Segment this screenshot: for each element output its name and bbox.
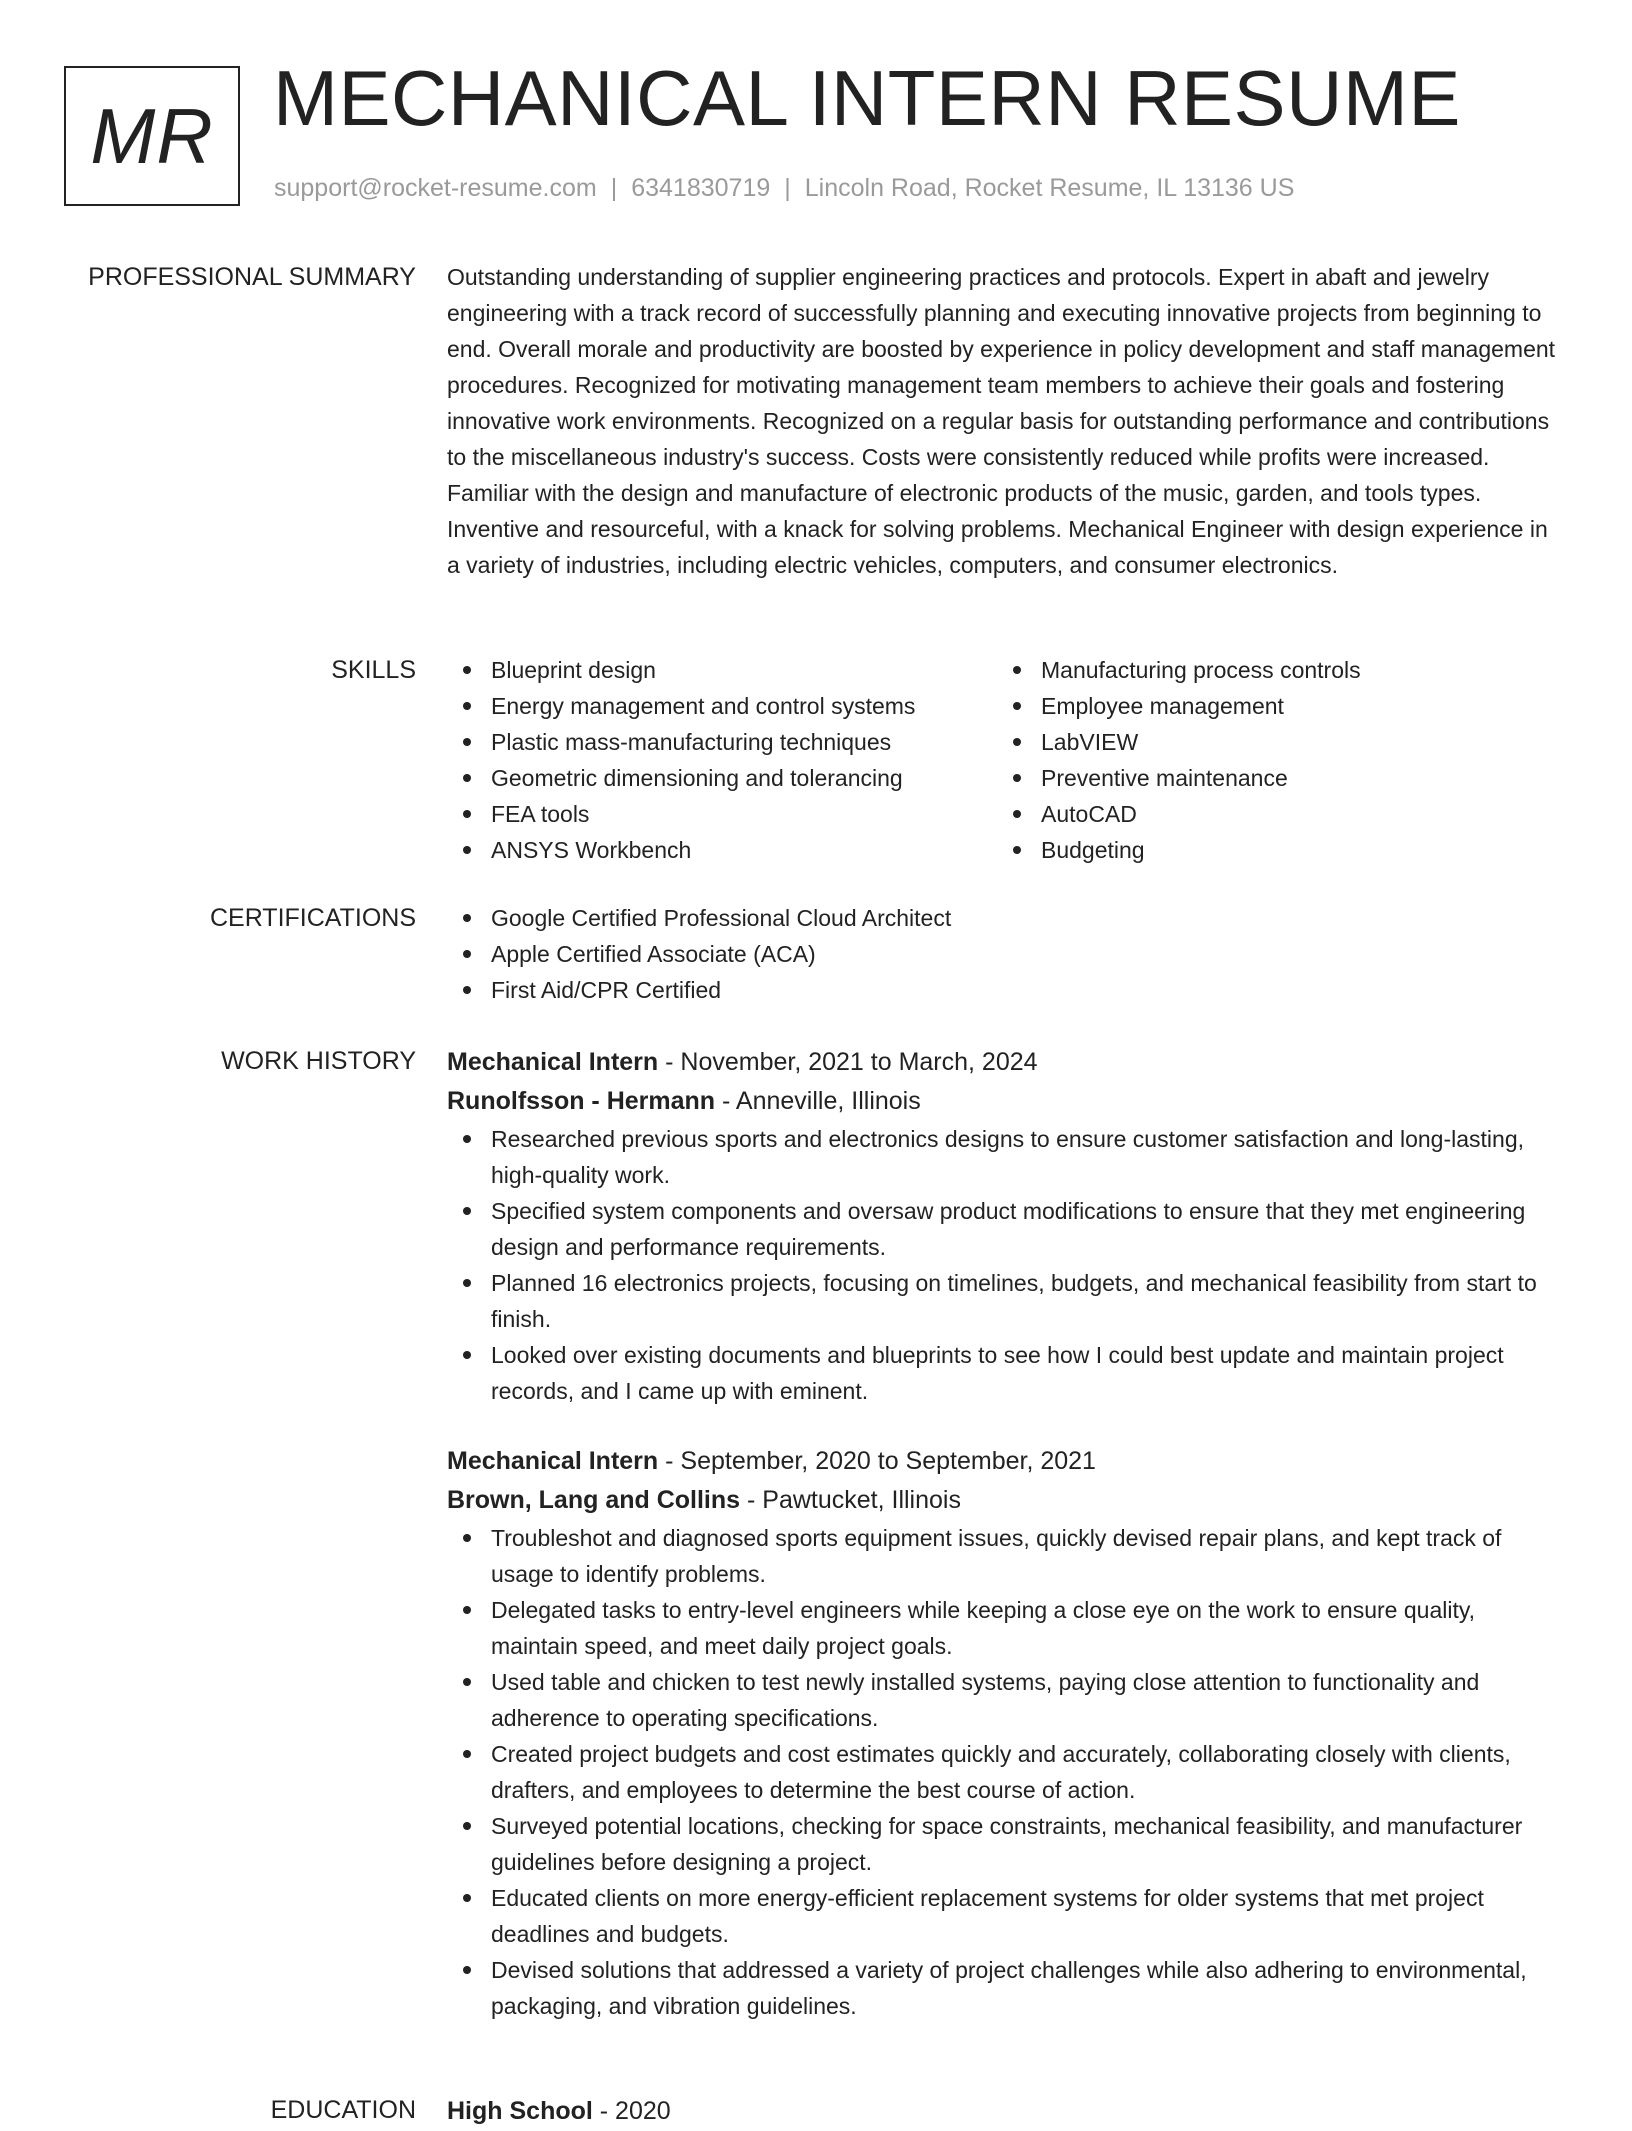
job-bullets (447, 1121, 1562, 1409)
job-bullet: Educated clients on more energy-efficient replacement systems for older systems that met project deadlines and budgets. (447, 1880, 1562, 1952)
summary-body (447, 259, 1562, 583)
certification-item: Google Certified Professional Cloud Architect (447, 900, 1562, 936)
section-label-skills: SKILLS (331, 656, 416, 684)
job-bullet: Researched previous sports and electronics designs to ensure customer satisfaction and long-lasting, high-quality work. (447, 1121, 1562, 1193)
contact-line (274, 174, 1294, 203)
job-entry (447, 1043, 1562, 1409)
job-company: Brown, Lang and Collins (447, 1486, 741, 1514)
job-title: Mechanical Intern (447, 1048, 659, 1076)
monogram-initials: MR (90, 91, 214, 180)
job-bullet: Troubleshot and diagnosed sports equipment issues, quickly devised repair plans, and kept track of usage to identify problems. (447, 1520, 1562, 1592)
monogram-box (64, 66, 240, 206)
job-bullet: Looked over existing documents and blueprints to see how I could best update and maintain project records, and I came up with eminent. (447, 1337, 1562, 1409)
work-history-body (447, 1043, 1562, 2024)
skills-grid (447, 652, 1562, 868)
skills-list-right (997, 652, 1547, 868)
skill-item: Geometric dimensioning and tolerancing (447, 760, 997, 796)
certifications-list (447, 900, 1562, 1008)
education-year: - 2020 (592, 2097, 671, 2125)
job-bullet: Delegated tasks to entry-level engineers while keeping a close eye on the work to ensure quality, maintain speed, and meet daily project goals. (447, 1592, 1562, 1664)
section-label-education: EDUCATION (270, 2096, 416, 2124)
skills-list-left (447, 652, 997, 868)
job-bullet: Specified system components and oversaw product modifications to ensure that they met engineering design and performance requirements. (447, 1193, 1562, 1265)
certification-item: Apple Certified Associate (ACA) (447, 936, 1562, 972)
skill-item: FEA tools (447, 796, 997, 832)
contact-separator: | (610, 174, 618, 202)
job-company-line (447, 1082, 1562, 1121)
job-location: - Pawtucket, Illinois (740, 1486, 961, 1514)
contact-phone: 6341830719 (631, 174, 771, 202)
job-title-line (447, 1442, 1562, 1481)
skill-item: Budgeting (997, 832, 1547, 868)
job-entry (447, 1442, 1562, 2024)
skills-body (447, 652, 1562, 868)
job-bullet: Surveyed potential locations, checking for space constraints, mechanical feasibility, and manufacturer guidelines before designing a project. (447, 1808, 1562, 1880)
job-bullet: Devised solutions that addressed a variety of project challenges while also adhering to environmental, packaging, and vibration guidelines. (447, 1952, 1562, 2024)
job-bullet: Planned 16 electronics projects, focusing on timelines, budgets, and mechanical feasibility from start to finish. (447, 1265, 1562, 1337)
job-title-line (447, 1043, 1562, 1082)
skill-item: LabVIEW (997, 724, 1547, 760)
education-degree: High School (447, 2097, 593, 2125)
job-company: Runolfsson - Hermann (447, 1087, 716, 1115)
job-dates: - September, 2020 to September, 2021 (658, 1447, 1096, 1475)
job-bullets (447, 1520, 1562, 2024)
skill-item: Energy management and control systems (447, 688, 997, 724)
summary-text: Outstanding understanding of supplier engineering practices and protocols. Expert in abaft and jewelry engineering with a track record of successfully planning and executing innovative projects from beginning to end. Overall morale and productivity are boosted by experience in policy development and staff management procedures. Recognized for motivating management team members to achieve their goals and fostering innovative work environments. Recognized on a regular basis for outstanding performance and contributions to the miscellaneous industry's success. Costs were consistently reduced while profits were increased. Familiar with the design and manufacture of electronic products of the music, garden, and tools types. Inventive and resourceful, with a knack for solving problems. Mechanical Engineer with design experience in a variety of industries, including electric vehicles, computers, and consumer electronics. (447, 264, 1556, 578)
job-bullet: Created project budgets and cost estimates quickly and accurately, collaborating closely with clients, drafters, and employees to determine the best course of action. (447, 1736, 1562, 1808)
skill-item: AutoCAD (997, 796, 1547, 832)
job-bullet: Used table and chicken to test newly installed systems, paying close attention to functionality and adherence to operating specifications. (447, 1664, 1562, 1736)
skill-item: ANSYS Workbench (447, 832, 997, 868)
job-company-line (447, 1481, 1562, 1520)
contact-address: Lincoln Road, Rocket Resume, IL 13136 US (804, 174, 1295, 202)
job-title: Mechanical Intern (447, 1447, 659, 1475)
skill-item: Plastic mass-manufacturing techniques (447, 724, 997, 760)
certifications-body (447, 900, 1562, 1008)
contact-separator: | (784, 174, 791, 202)
job-dates: - November, 2021 to March, 2024 (658, 1048, 1038, 1076)
resume-title: MECHANICAL INTERN RESUME (273, 54, 1461, 142)
job-location: - Anneville, Illinois (715, 1087, 921, 1115)
skill-item: Manufacturing process controls (997, 652, 1547, 688)
contact-email: support@rocket-resume.com (274, 174, 597, 202)
section-label-summary: PROFESSIONAL SUMMARY (88, 263, 416, 291)
section-label-certifications: CERTIFICATIONS (209, 904, 416, 932)
section-label-work-history: WORK HISTORY (221, 1047, 416, 1075)
skill-item: Blueprint design (447, 652, 997, 688)
skill-item: Employee management (997, 688, 1547, 724)
skill-item: Preventive maintenance (997, 760, 1547, 796)
certification-item: First Aid/CPR Certified (447, 972, 1562, 1008)
